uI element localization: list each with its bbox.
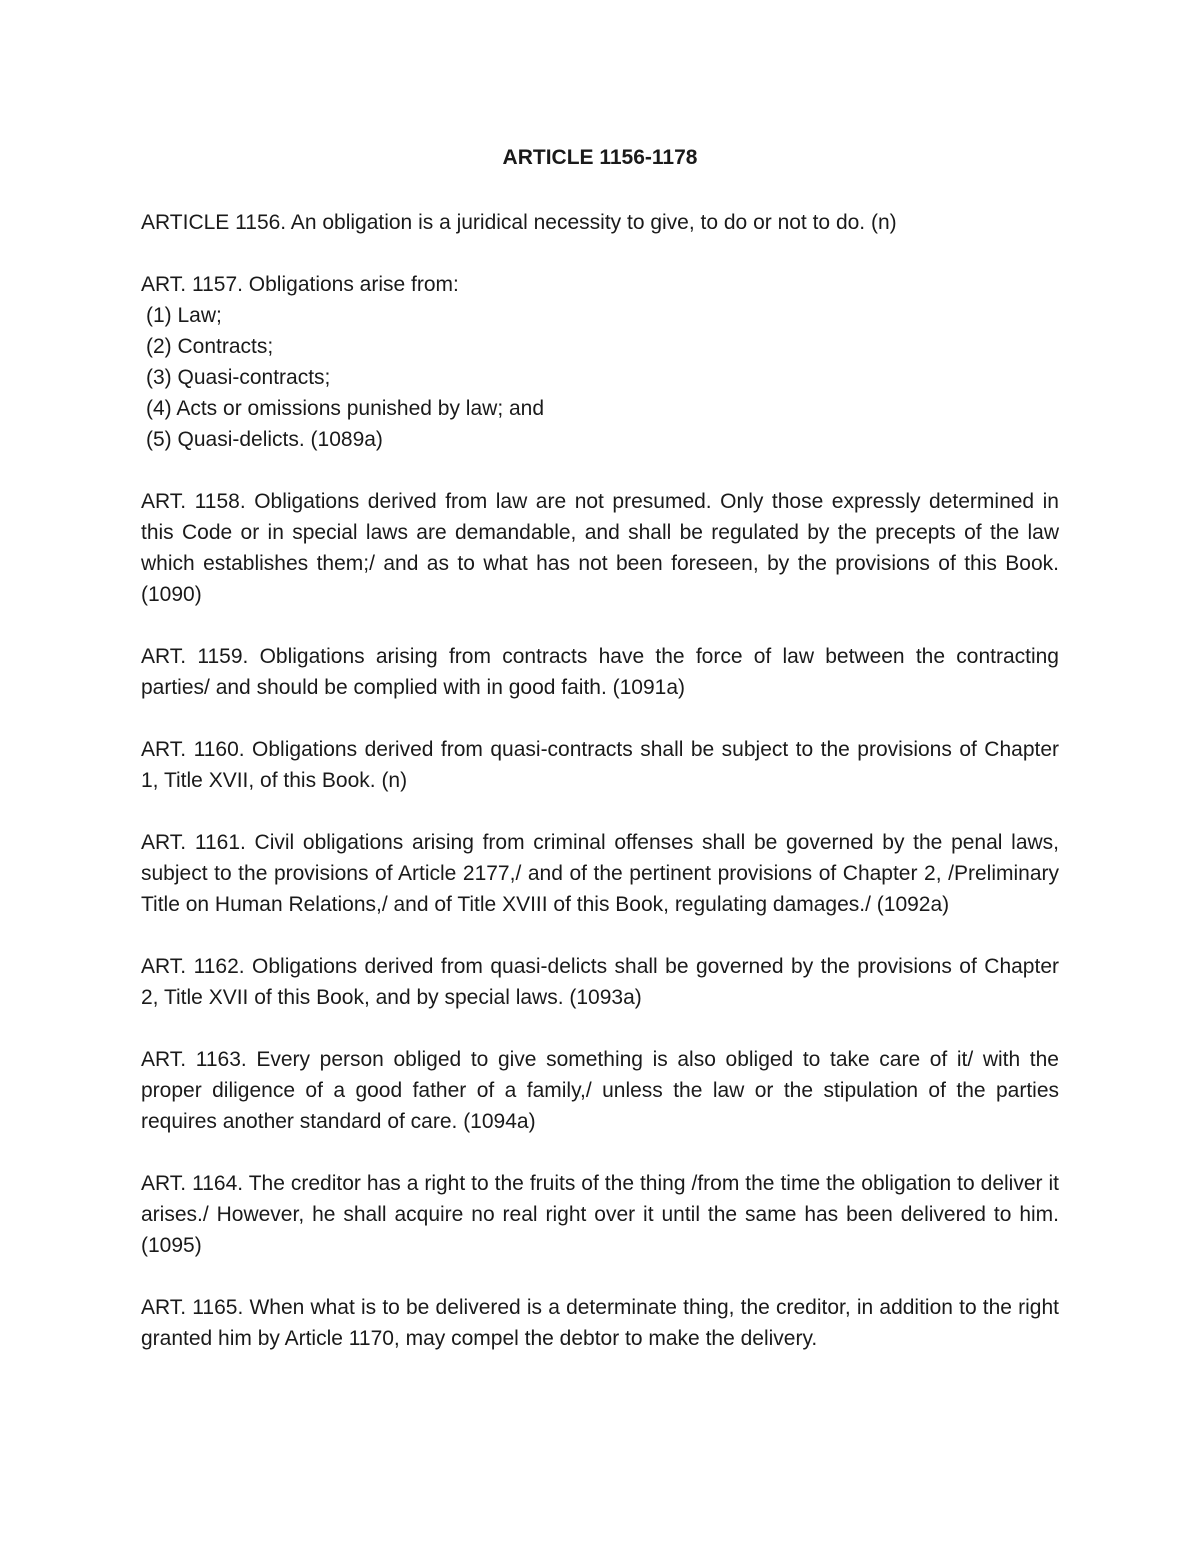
list-item: (2) Contracts; <box>146 335 274 358</box>
article-1157-list <box>141 300 1059 455</box>
list-item: (3) Quasi-contracts; <box>146 366 331 389</box>
list-item: (5) Quasi-delicts. (1089a) <box>146 428 383 451</box>
document-page <box>141 140 1059 1385</box>
article-1157 <box>141 269 1059 455</box>
article-1157-intro: ART. 1157. Obligations arise from: <box>141 273 459 296</box>
article-1158: ART. 1158. Obligations derived from law are not presumed. Only those expressly determined in this Code or in special laws are demandable, and shall be regulated by the precepts of the law which establishes them;/ and as to what has not been foreseen, by the provisions of this Book. (1090) <box>141 490 1059 606</box>
article-1156: ARTICLE 1156. An obligation is a juridical necessity to give, to do or not to do. (n) <box>141 211 897 234</box>
article-1159: ART. 1159. Obligations arising from contracts have the force of law between the contracting parties/ and should be complied with in good faith. (1091a) <box>141 645 1059 699</box>
article-1164: ART. 1164. The creditor has a right to the fruits of the thing /from the time the obligation to deliver it arises./ However, he shall acquire no real right over it until the same has been delivered to him. (1095) <box>141 1172 1059 1257</box>
article-1163: ART. 1163. Every person obliged to give something is also obliged to take care of it/ with the proper diligence of a good father of a family,/ unless the law or the stipulation of the parties requires another standard of care. (1094a) <box>141 1048 1059 1133</box>
document-title: ARTICLE 1156-1178 <box>502 146 698 169</box>
article-1162: ART. 1162. Obligations derived from quasi-delicts shall be governed by the provisions of Chapter 2, Title XVII of this Book, and by special laws. (1093a) <box>141 955 1059 1009</box>
article-1160: ART. 1160. Obligations derived from quasi-contracts shall be subject to the provisions of Chapter 1, Title XVII, of this Book. (n) <box>141 738 1059 792</box>
article-1161: ART. 1161. Civil obligations arising from criminal offenses shall be governed by the penal laws, subject to the provisions of Article 2177,/ and of the pertinent provisions of Chapter 2, /Preliminary Title on Human Relations,/ and of Title XVIII of this Book, regulating damages./ (1092a) <box>141 831 1059 916</box>
list-item: (1) Law; <box>146 304 222 327</box>
article-1165: ART. 1165. When what is to be delivered is a determinate thing, the creditor, in addition to the right granted him by Article 1170, may compel the debtor to make the delivery. <box>141 1296 1059 1350</box>
list-item: (4) Acts or omissions punished by law; and <box>146 397 545 420</box>
